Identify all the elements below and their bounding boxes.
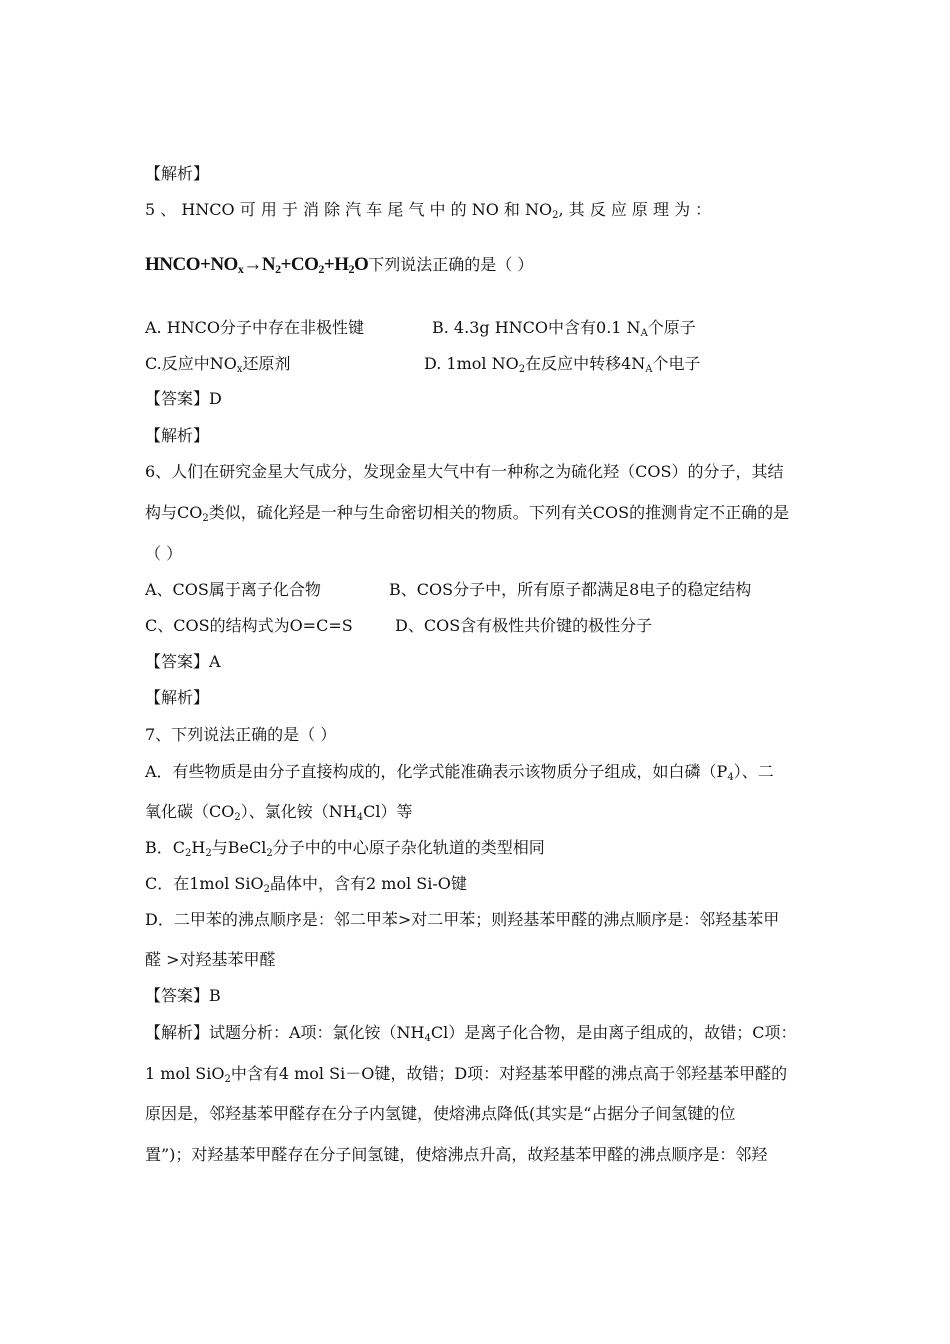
- q6-option-b: B、COS分子中，所有原子都满足8电子的稳定结构: [389, 580, 752, 599]
- q7-explanation-line4: 置”)；对羟基苯甲醛存在分子间氢键，使熔沸点升高，故羟基苯甲醛的沸点顺序是：邻羟: [145, 1145, 768, 1164]
- q7-explanation-line1: 【解析】试题分析：A项：氯化铵$(NH_4Cl)$是离子化合物，是由离子组成的，故错；C项：: [145, 1023, 797, 1044]
- q5-option-a: A. HNCO分子中存在非极性键: [145, 318, 365, 337]
- q5-option-b: B. 4.3g HNCO中含有0.1 $N_A$个原子: [432, 318, 696, 339]
- q7-option-a-line2: 氧化碳$(CO_2)$、氯化铵$(NH_4Cl)$等: [145, 802, 413, 823]
- q6-option-a: A、COS属于离子化合物: [145, 580, 321, 599]
- q7-option-b: B．$C_2H_2$与BeCl$_2$分子中的中心原子杂化轨道的类型相同: [145, 838, 545, 859]
- q6-stem-line1: 6、人们在研究金星大气成分，发现金星大气中有一种称之为硫化羟（COS）的分子，其结: [145, 462, 784, 481]
- q5-analysis: 【解析】: [145, 426, 210, 445]
- reaction-equation: $HNCO+NO_x\to N_2+CO_2+H_2O$: [145, 254, 369, 276]
- q7-answer: 【答案】B: [145, 986, 221, 1005]
- q6-analysis: 【解析】: [145, 688, 210, 707]
- q6-stem-line2: 构与$CO_2$类似，硫化羟是一种与生命密切相关的物质。下列有关COS的推测肯定不正确的是: [145, 503, 790, 524]
- q5-option-d: D. 1mol $NO_2$在反应中转移$4N_A$个电子: [424, 354, 701, 375]
- q6-stem-line3: （ ）: [145, 544, 183, 563]
- q5-reaction-line: $HNCO+NO_x\to N_2+CO_2+H_2O$下列说法正确的是（ ）: [145, 254, 534, 276]
- q5-stem: 5 、 HNCO 可 用 于 消 除 汽 车 尾 气 中 的 NO 和 $NO_2$, 其 反 应 原 理 为 ：: [145, 200, 712, 221]
- q7-option-d-line2: 醛 >对羟基苯甲醛: [145, 950, 276, 969]
- q5-answer: 【答案】D: [145, 389, 222, 408]
- q6-answer: 【答案】A: [145, 652, 221, 671]
- q7-option-d-line1: D．二甲苯的沸点顺序是：邻二甲苯>对二甲苯；则羟基苯甲醛的沸点顺序是：邻羟基苯甲: [145, 910, 780, 929]
- q6-option-c: C、COS的结构式为O=C=S: [145, 616, 353, 635]
- q7-explanation-line3: 原因是，邻羟基苯甲醛存在分子内氢键，使熔沸点降低(其实是“占据分子间氢键的位: [145, 1104, 736, 1123]
- q6-option-d: D、COS含有极性共价键的极性分子: [395, 616, 653, 635]
- analysis-label: 【解析】: [145, 164, 210, 183]
- q5-option-c: C.反应中$NO_x$还原剂: [145, 354, 291, 375]
- q7-explanation-line2: 1 mol SiO$_2$中含有4 mol Si－O键，故错；D项：对羟基苯甲醛的沸点高于邻羟基苯甲醛的: [145, 1064, 788, 1085]
- q7-option-c: C．在1mol SiO$_2$晶体中，含有2 mol Si-O键: [145, 874, 467, 895]
- q7-option-a-line1: A．有些物质是由分子直接构成的，化学式能准确表示该物质分子组成，如白磷$(P_4)$、二: [145, 762, 774, 783]
- q7-stem: 7、下列说法正确的是（ ）: [145, 725, 337, 744]
